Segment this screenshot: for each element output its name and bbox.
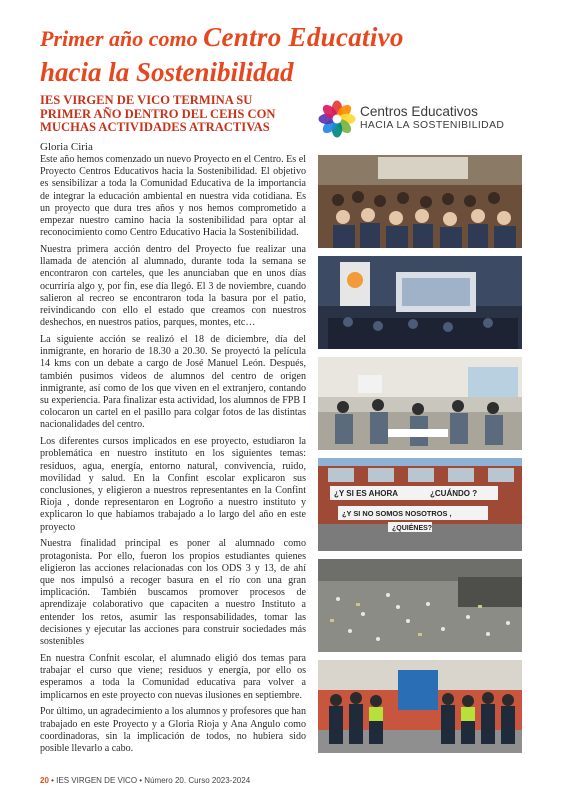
- article-headline: IES VIRGEN DE VICO TERMINA SU PRIMER AÑO DENTRO DEL CEHS CON MUCHAS ACTIVIDADES ATRACTIVAS: [40, 93, 276, 134]
- paragraph: La siguiente acción se realizó el 18 de diciembre, día del inmigrante, en horario de 18.30 a 20.30. Se proyectó la película 14 kms con un debate a cargo de José Manuel León. Después, también pusimos videos de alumnos del centro de origen inmigrante, así como de los que viven en el extranjero, contando su experiencia. Para finalizar esta actividad, los alumnos de FPB I colocaron un cartel en el pasillo para colgar fotos de las distintas nacionalidades del centro.: [40, 334, 306, 431]
- paragraph: Los diferentes cursos implicados en ese proyecto, estudiaron la problemática en nuestro instituto en los siguientes temas: residuos, agua, energía, entorno natural, convivencia, ruido, movilidad y salud. En la Confint escolar explicaron sus conclusiones, y eligieron a nuestros representantes en la Confint Rioja , donde representaron en Logroño a nuestro instituto y explicaron lo que habíamos trabajado a lo largo del año en este proyecto: [40, 436, 306, 533]
- page-title: [40, 22, 540, 87]
- page-footer: [40, 776, 250, 786]
- footer-text: • IES VIRGEN DE VICO • Número 20. Curso 2023-2024: [48, 776, 251, 785]
- paragraph: Por último, un agradecimiento a los alumnos y profesores que han trabajado en este Proyecto y a Gloria Rioja y Ana Angulo como coordinadoras, sin la implicación de todos, no hubiera sido posible llevarlo a cabo.: [40, 706, 306, 754]
- photo-auditorium: [318, 155, 522, 248]
- paragraph: Este año hemos comenzado un nuevo Proyecto en el Centro. Es el Proyecto Centros Educativos hacia la Sostenibilidad. El objetivo es sensibilizar a toda la Comunidad Educativa de la importancia de integrar la educación ambiental en nuestra vida cotidiana. Es un proyecto que dura tres años y nos hemos comprometido a empezar nuestro camino hacia la sostenibilidad para optar al reconocimiento como Centro Educativo Hacia la Sostenibilidad.: [40, 154, 306, 239]
- photo-projection: [318, 256, 522, 349]
- sign-question-1: ¿CUÁNDO ?: [430, 489, 478, 498]
- logo-line-1: Centros Educativos: [360, 104, 478, 119]
- page-number: 20: [40, 776, 49, 785]
- logo-line-2: HACIA LA SOSTENIBILIDAD: [360, 120, 505, 131]
- logo-text: [360, 104, 504, 132]
- title-big: Centro Educativo: [203, 22, 404, 52]
- sign-text-1: ¿Y SI ES AHORA: [334, 489, 399, 498]
- article-author: Gloria Ciria: [40, 141, 93, 153]
- article-body: [40, 154, 306, 760]
- paragraph: En nuestra Confnit escolar, el alumnado eligió dos temas para trabajar el curso que viene; residuos y energía, por ello os esperamos a toda la Comunidad educativa para volver a implicarnos en este proyecto con nuevas ilusiones en septiembre.: [40, 652, 306, 701]
- title-line-1: [40, 22, 540, 57]
- title-small: Primer año como: [40, 26, 204, 51]
- photo-signs: [318, 458, 522, 551]
- photo-classroom: [318, 357, 522, 450]
- sign-question-2: ¿QUIÉNES?: [392, 525, 433, 532]
- photo-group: [318, 660, 522, 753]
- sign-text-2: ¿Y SI NO SOMOS NOSOTROS ,: [342, 509, 452, 518]
- title-line-2: hacia la Sostenibilidad: [40, 57, 294, 87]
- photo-patio-litter: [318, 559, 522, 652]
- paragraph: Nuestra primera acción dentro del Proyecto fue realizar una llamada de atención al alumnado, durante toda la semana se encontraron con carteles, que les anunciaban que en unos días ocurriría algo y, por fin, ese día llegó. El 3 de noviembre, cuando salieron al recreo se encontraron toda la basura por el patio, reivindicando con ello el estado que creamos con nuestros deshechos, en nuestros patios, parques, montes, etc…: [40, 244, 306, 329]
- flower-logo-icon: [318, 100, 356, 138]
- paragraph: Nuestra finalidad principal es poner al alumnado como protagonista. Por ello, fueron los propios estudiantes quienes eligieron las acciones relacionadas con los ODS 3 y 13, de ahí que nos impulsó a recoger basura en el río con una gran implicación. También buscamos promover procesos de aprendizaje colaborativo que capaciten a nuestro Instituto a entender los retos, asumir las responsabilidades, tomar las decisiones y ejecutar las acciones para construir sociedades más sostenibles: [40, 538, 306, 648]
- cehs-logo: [318, 100, 518, 138]
